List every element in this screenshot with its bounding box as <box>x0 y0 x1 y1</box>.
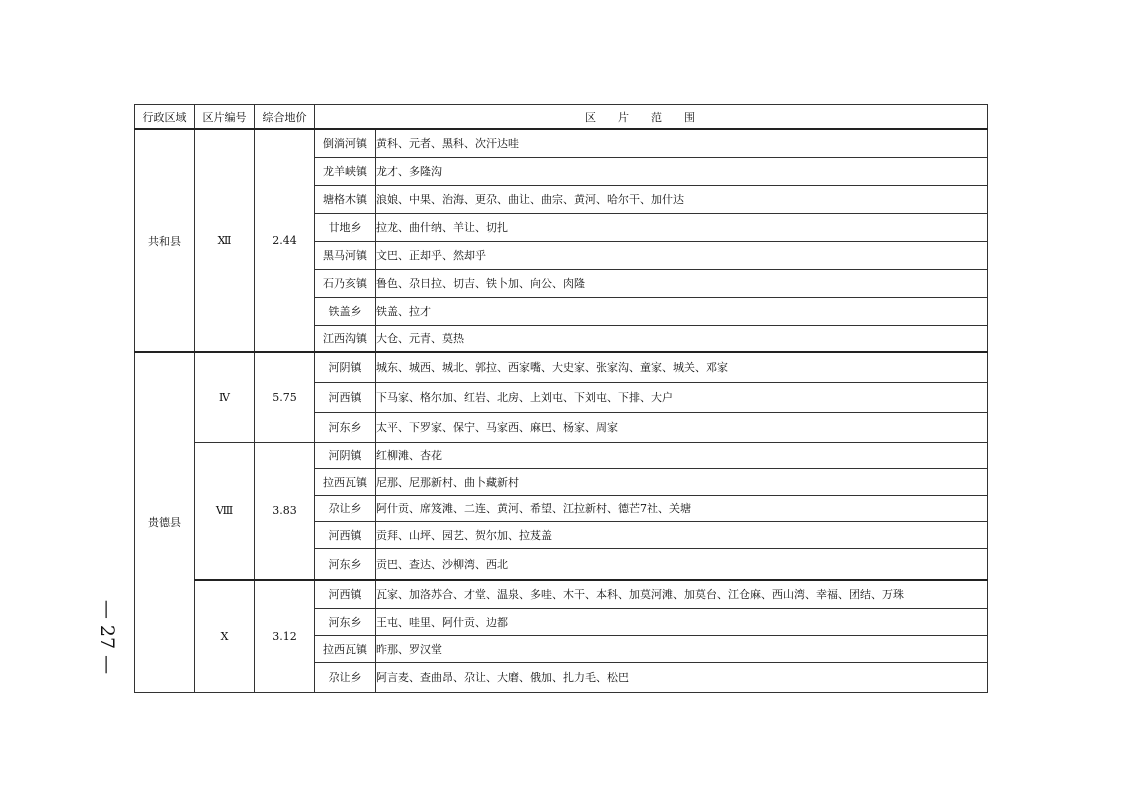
area-cell: 贡拜、山坪、园艺、贺尔加、拉芨盖 <box>376 521 988 548</box>
town-cell: 拉西瓦镇 <box>315 468 376 495</box>
town-cell: 尕让乡 <box>315 662 376 692</box>
table-row <box>135 352 988 382</box>
area-cell: 阿什贡、席笈滩、二连、黄河、希望、江拉新村、德芒7社、关塘 <box>376 495 988 521</box>
header-composite-price: 综合地价 <box>255 105 315 130</box>
area-cell: 贡巴、查达、沙柳湾、西北 <box>376 548 988 580</box>
town-cell: 拉西瓦镇 <box>315 635 376 662</box>
header-admin-region: 行政区域 <box>135 105 195 130</box>
area-cell: 阿言麦、查曲昂、尕让、大磨、俄加、扎力毛、松巴 <box>376 662 988 692</box>
town-cell: 河阴镇 <box>315 352 376 382</box>
price-cell: 3.83 <box>255 442 315 580</box>
town-cell: 河西镇 <box>315 521 376 548</box>
town-cell: 河东乡 <box>315 412 376 442</box>
zone-number-cell: Ⅳ <box>195 352 255 442</box>
town-cell: 河东乡 <box>315 548 376 580</box>
town-cell: 廿地乡 <box>315 213 376 241</box>
area-cell: 下马家、格尔加、红岩、北房、上刘屯、下刘屯、下排、大户 <box>376 382 988 412</box>
town-cell: 铁盖乡 <box>315 297 376 325</box>
page-number-text: — 27 — <box>96 599 118 675</box>
area-cell: 瓦家、加洛苏合、才堂、温泉、多哇、木干、本科、加莫河滩、加莫台、江仓麻、西山湾、幸福、团结、万珠 <box>376 580 988 608</box>
land-price-table <box>134 104 988 693</box>
table-row <box>135 129 988 157</box>
town-cell: 江西沟镇 <box>315 325 376 352</box>
town-cell: 河西镇 <box>315 382 376 412</box>
area-cell: 黄科、元者、黑科、次汗达哇 <box>376 129 988 157</box>
price-cell: 5.75 <box>255 352 315 442</box>
zone-number-cell: Ⅷ <box>195 442 255 580</box>
header-zone-number: 区片编号 <box>195 105 255 130</box>
county-cell: 共和县 <box>135 129 195 352</box>
price-cell: 3.12 <box>255 580 315 692</box>
area-cell: 城东、城西、城北、郭拉、西家嘴、大史家、张家沟、童家、城关、邓家 <box>376 352 988 382</box>
county-cell: 贵德县 <box>135 352 195 692</box>
page-number <box>92 598 122 678</box>
area-cell: 鲁色、尕日拉、切吉、铁卜加、向公、肉隆 <box>376 269 988 297</box>
area-cell: 红柳滩、杏花 <box>376 442 988 468</box>
town-cell: 倒淌河镇 <box>315 129 376 157</box>
header-zone-range: 区片范围 <box>315 105 988 130</box>
area-cell: 浪娘、中果、治海、更尕、曲让、曲宗、黄河、哈尔干、加什达 <box>376 185 988 213</box>
table-row <box>135 580 988 608</box>
area-cell: 大仓、元青、莫热 <box>376 325 988 352</box>
area-cell: 太平、下罗家、保宁、马家西、麻巴、杨家、周家 <box>376 412 988 442</box>
area-cell: 尼那、尼那新村、曲卜藏新村 <box>376 468 988 495</box>
table-header-row <box>135 105 988 130</box>
town-cell: 尕让乡 <box>315 495 376 521</box>
table-row <box>135 442 988 468</box>
area-cell: 昨那、罗汉堂 <box>376 635 988 662</box>
price-cell: 2.44 <box>255 129 315 352</box>
town-cell: 黑马河镇 <box>315 241 376 269</box>
area-cell: 龙才、多隆沟 <box>376 157 988 185</box>
zone-number-cell: Ⅻ <box>195 129 255 352</box>
area-cell: 文巴、正却乎、然却乎 <box>376 241 988 269</box>
town-cell: 龙羊峡镇 <box>315 157 376 185</box>
town-cell: 河阴镇 <box>315 442 376 468</box>
town-cell: 石乃亥镇 <box>315 269 376 297</box>
area-cell: 铁盖、拉才 <box>376 297 988 325</box>
area-cell: 王屯、哇里、阿什贡、边都 <box>376 608 988 635</box>
area-cell: 拉龙、曲什纳、羊让、切扎 <box>376 213 988 241</box>
town-cell: 河东乡 <box>315 608 376 635</box>
town-cell: 塘格木镇 <box>315 185 376 213</box>
zone-number-cell: Ⅹ <box>195 580 255 692</box>
town-cell: 河西镇 <box>315 580 376 608</box>
